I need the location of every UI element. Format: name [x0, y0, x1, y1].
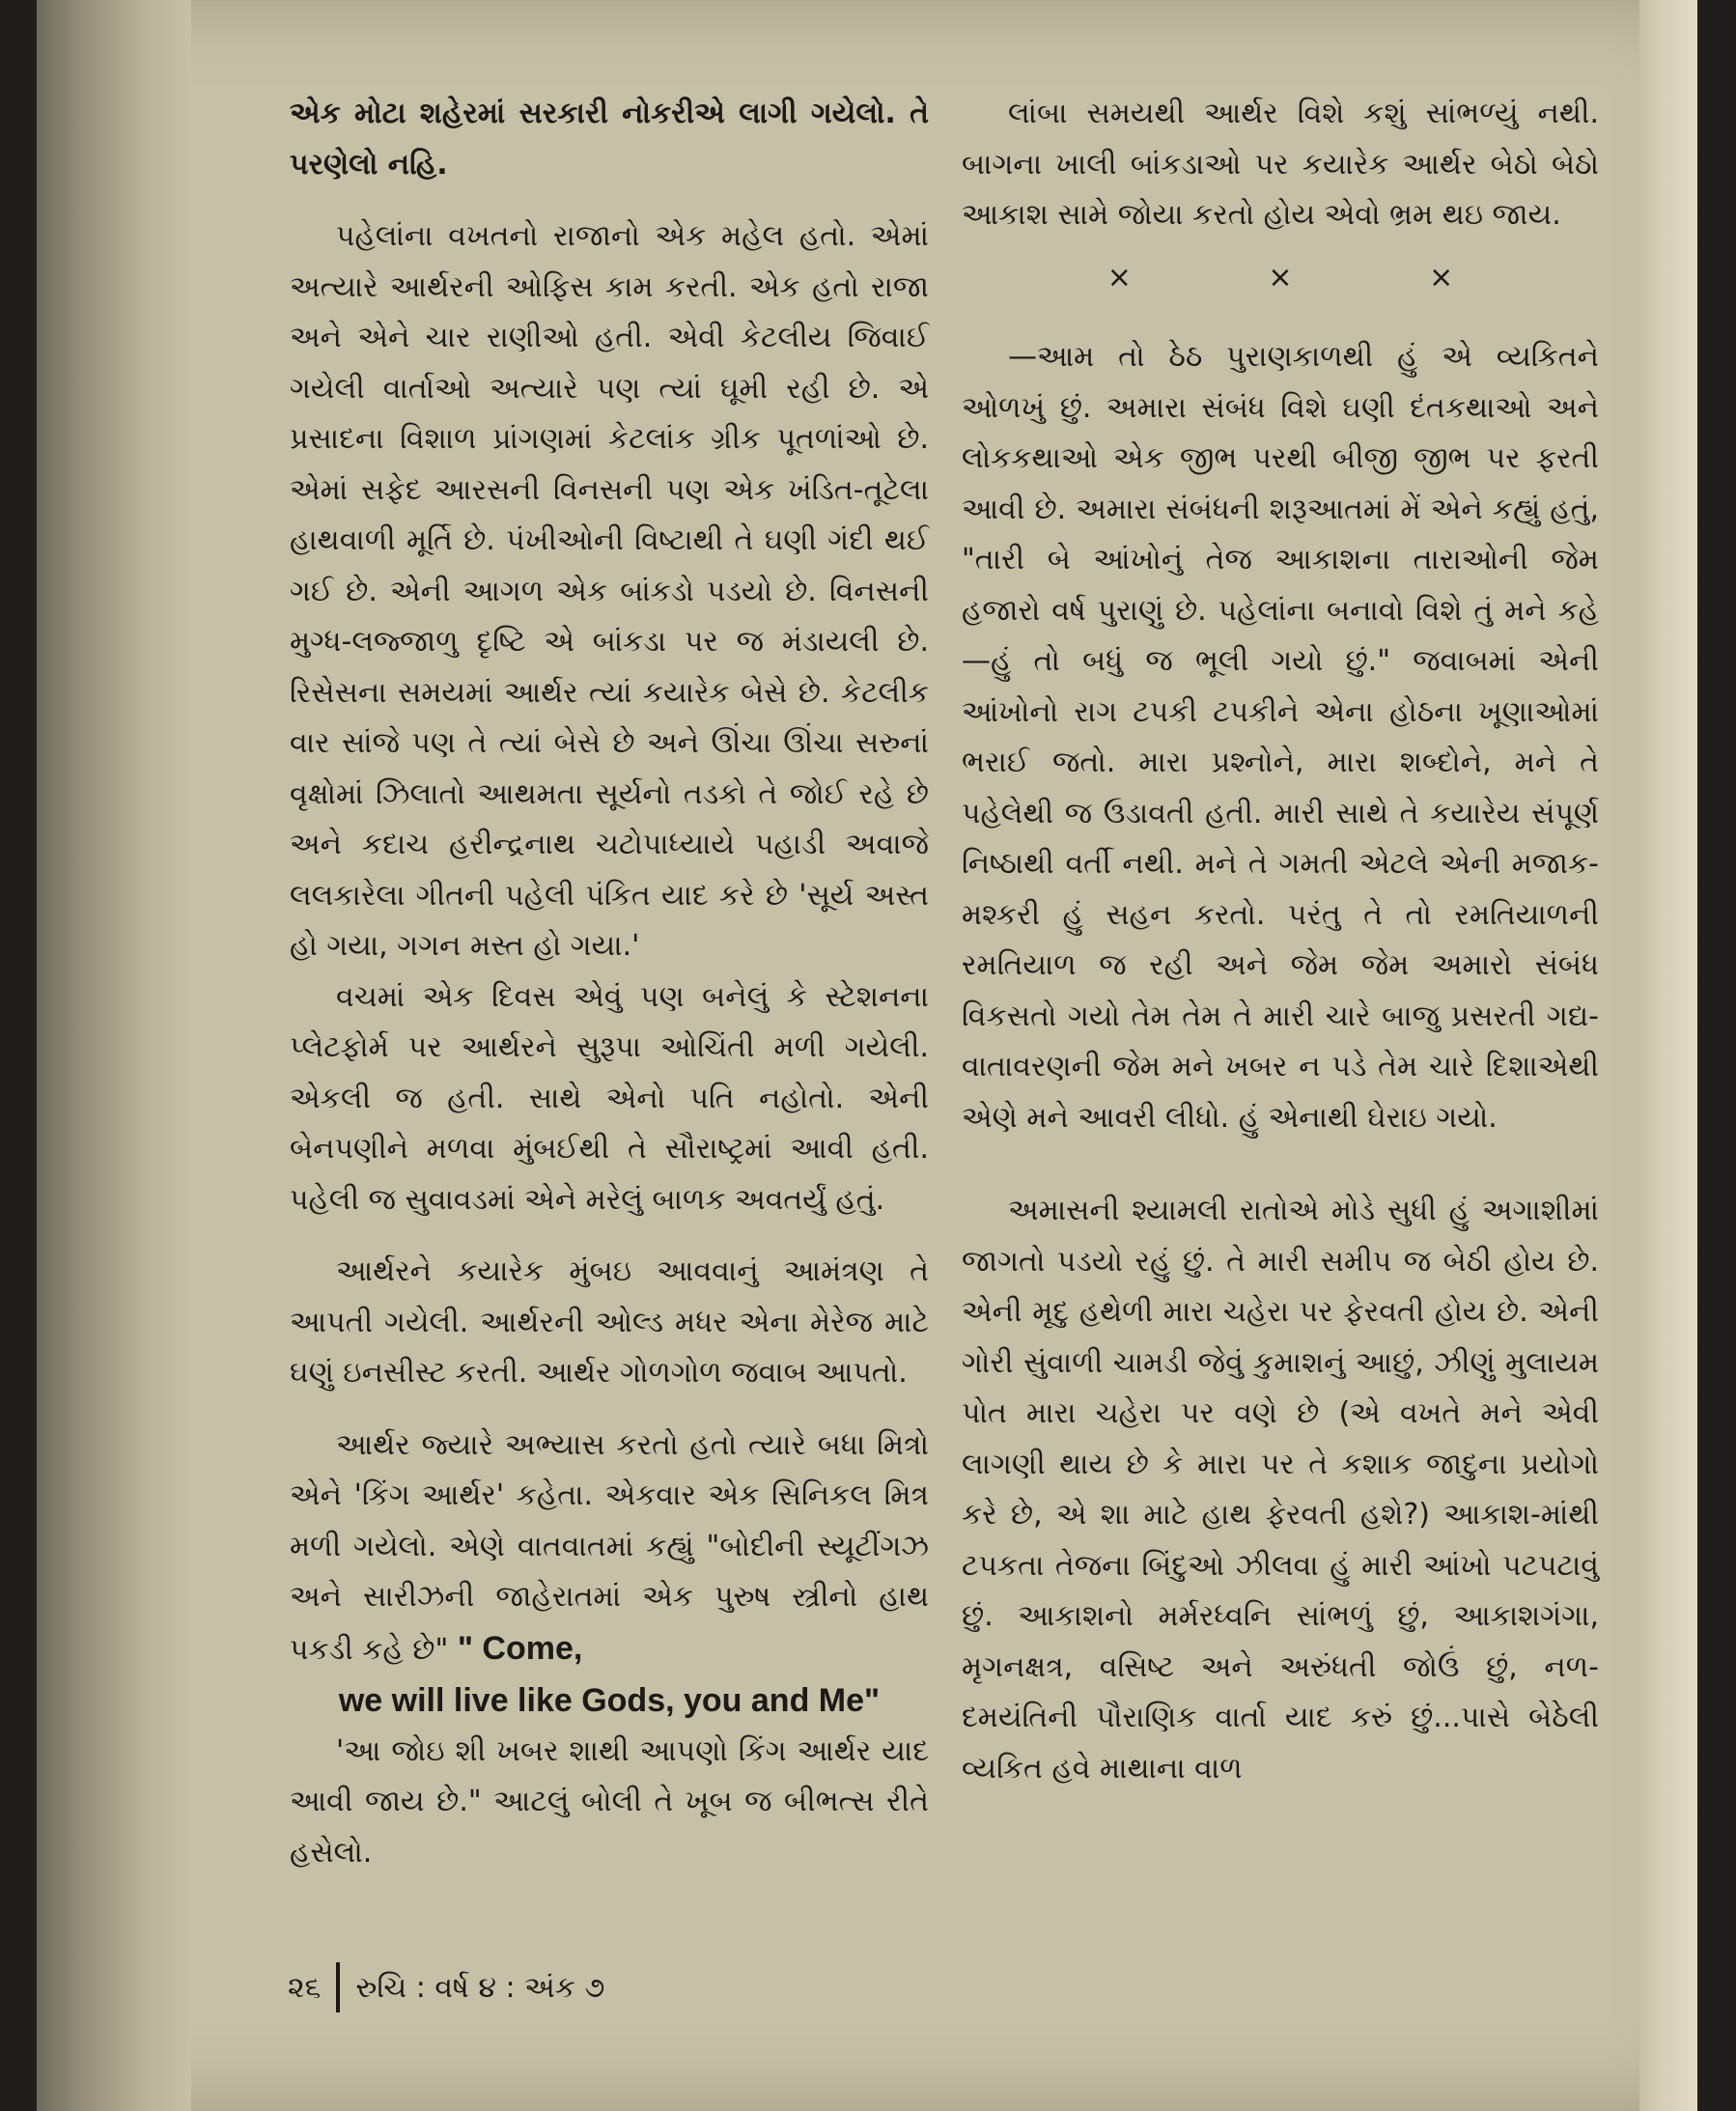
paragraph: વચમાં એક દિવસ એવું પણ બનેલું કે સ્ટેશનના પ્લેટફોર્મ પર આર્થરને સુરૂપા ઓચિંતી મળી ગયેલી. એકલી જ હતી. સાથે એનો પતિ નહોતો. એની બેનપણીને મળવા મુંબઈથી તે સૌરાષ્ટ્રમાં આવી હતી. પહેલી જ સુવાવડમાં એને મરેલું બાળક અવતર્યું હતું.	[290, 979, 929, 1217]
english-quote-start: " Come,	[457, 1629, 583, 1667]
paragraph: એક મોટા શહેરમાં સરકારી નોકરીએ લાગી ગયેલો. તે પરણેલો નહિ.	[290, 97, 929, 182]
page-fold-shadow	[37, 0, 191, 2111]
separator-mark: ×	[1106, 260, 1132, 295]
page-footer	[288, 1962, 604, 2012]
paragraph: 'આ જોઇ શી ખબર શાથી આપણો કિંગ આર્થર યાદ આવી જાય છે." આટલું બોલી તે ખૂબ જ બીભત્સ રીતે હસેલો.	[290, 1733, 929, 1870]
magazine-page	[37, 0, 1697, 2111]
footer-divider	[336, 1962, 340, 2012]
page-number: ૨૬	[288, 1970, 322, 2005]
separator-mark: ×	[1268, 260, 1293, 295]
paragraph: પહેલાંના વખતનો રાજાનો એક મહેલ હતો. એમાં અત્યારે આર્થરની ઓફિસ કામ કરતી. એક હતો રાજા અને એને ચાર રાણીઓ હતી. એવી કેટલીય જિવાઈ ગયેલી વાર્તાઓ અત્યારે પણ ત્યાં ઘૂમી રહી છે. એ પ્રસાદના વિશાળ પ્રાંગણમાં કેટલાંક ગ્રીક પૂતળાંઓ છે. એમાં સફેદ આરસની વિનસની પણ એક ખંડિત-તૂટેલા હાથવાળી મૂર્તિ છે. પંખીઓની વિષ્ટાથી તે ઘણી ગંદી થઈ ગઈ છે. એની આગળ એક બાંકડો પડયો છે. વિનસની મુગ્ધ-લજ્જાળુ દૃષ્ટિ એ બાંકડા પર જ મંડાયલી છે. રિસેસના સમયમાં આર્થર ત્યાં કયારેક બેસે છે. કેટલીક વાર સાંજે પણ તે ત્યાં બેસે છે અને ઊંચા ઊંચા સરુનાં વૃક્ષોમાં ઝિલાતો આથમતા સૂર્યનો તડકો તે જોઈ રહે છે અને કદાચ હરીન્દ્રનાથ ચટોપાધ્યાયે પહાડી અવાજે લલકારેલા ગીતની પહેલી પંકિત યાદ કરે છે 'સૂર્ય અસ્ત હો ગયા, ગગન મસ્ત હો ગયા.'	[290, 219, 929, 963]
right-column	[962, 89, 1599, 1794]
paragraph: અમાસની શ્યામલી રાતોએ મોડે સુધી હું અગાશીમાં જાગતો પડયો રહું છું. તે મારી સમીપ જ બેઠી હોય છે. એની મૃદુ હથેળી મારા ચહેરા પર ફેરવતી હોય છે. એની ગોરી સુંવાળી ચામડી જેવું કુમાશનું આછું, ઝીણું મુલાયમ પોત મારા ચહેરા પર વણે છે (એ વખતે મને એવી લાગણી થાય છે કે મારા પર તે કશાક જાદુના પ્રયોગો કરે છે, એ શા માટે હાથ ફેરવતી હશે?) આકાશ-માંથી ટપકતા તેજના બિંદુઓ ઝીલવા હું મારી આંખો પટપટાવું છું. આકાશનો મર્મરધ્વનિ સાંભળું છું, આકાશગંગા, મૃગનક્ષત્ર, વસિષ્ટ અને અરુંધતી જોઉં છું, નળ-દમયંતિની પૌરાણિક વાર્તા યાદ કરું છું...પાસે બેઠેલી વ્યકિત હવે માથાના વાળ	[962, 1194, 1599, 1786]
paragraph: લાંબા સમયથી આર્થર વિશે કશું સાંભળ્યું નથી. બાગના ખાલી બાંકડાઓ પર કયારેક આર્થર બેઠો બેઠો આકાશ સામે જોયા કરતો હોય એવો ભ્રમ થઇ જાય.	[962, 97, 1599, 232]
page-edge	[1639, 0, 1697, 2111]
paragraph-text: આર્થર જ્યારે અભ્યાસ કરતો હતો ત્યારે બધા મિત્રો એને 'કિંગ આર્થર' કહેતા. એકવાર એક સિનિકલ મિત્ર મળી ગયેલો. એણે વાતવાતમાં કહ્યું "બોદીની સ્યૂટીંગઝ અને સારીઝની જાહેરાતમાં એક પુરુષ સ્ત્રીનો હાથ પકડી કહે છે"	[290, 1427, 929, 1667]
left-column	[290, 89, 929, 1878]
separator-mark: ×	[1429, 260, 1454, 295]
paragraph: —આમ તો ઠેઠ પુરાણકાળથી હું એ વ્યકિતને ઓળખું છું. અમારા સંબંધ વિશે ઘણી દંતકથાઓ અને લોકકથાઓ એક જીભ પરથી બીજી જીભ પર ફરતી આવી છે. અમારા સંબંધની શરૂઆતમાં મેં એને કહ્યું હતું, "તારી બે આંખોનું તેજ આકાશના તારાઓની જેમ હજારો વર્ષ પુરાણું છે. પહેલાંના બનાવો વિશે તું મને કહે—હું તો બધું જ ભૂલી ગયો છું." જવાબમાં એની આંખોનો રાગ ટપકી ટપકીને એના હોઠના ખૂણાઓમાં ભરાઈ જતો. મારા પ્રશ્નોને, મારા શબ્દોને, મને તે પહેલેથી જ ઉડાવતી હતી. મારી સાથે તે કયારેય સંપૂર્ણ નિષ્ઠાથી વર્તી નથી. મને તે ગમતી એટલે એની મજાક-મશ્કરી હું સહન કરતો. પરંતુ તે તો રમતિયાળની રમતિયાળ જ રહી અને જેમ જેમ અમારો સંબંધ વિકસતો ગયો તેમ તેમ તે મારી ચારે બાજુ પ્રસરતી ગદ્ય-વાતાવરણની જેમ મને ખબર ન પડે તેમ ચારે દિશાએથી એણે મને આવરી લીધો. હું એનાથી ઘેરાઇ ગયો.	[962, 340, 1599, 1135]
english-quote-line: we will live like Gods, you and Me"	[338, 1682, 881, 1719]
paragraph: આર્થરને કયારેક મુંબઇ આવવાનું આમંત્રણ તે આપતી ગયેલી. આર્થરની ઓલ્ડ મધર એના મેરેજ માટે ઘણું ઇનસીસ્ટ કરતી. આર્થર ગોળગોળ જવાબ આપતો.	[290, 1254, 929, 1390]
section-separator	[962, 253, 1599, 304]
paragraph	[290, 1421, 929, 1676]
magazine-issue: રુચિ : વર્ષ ૪ : અંક ૭	[355, 1970, 605, 2005]
